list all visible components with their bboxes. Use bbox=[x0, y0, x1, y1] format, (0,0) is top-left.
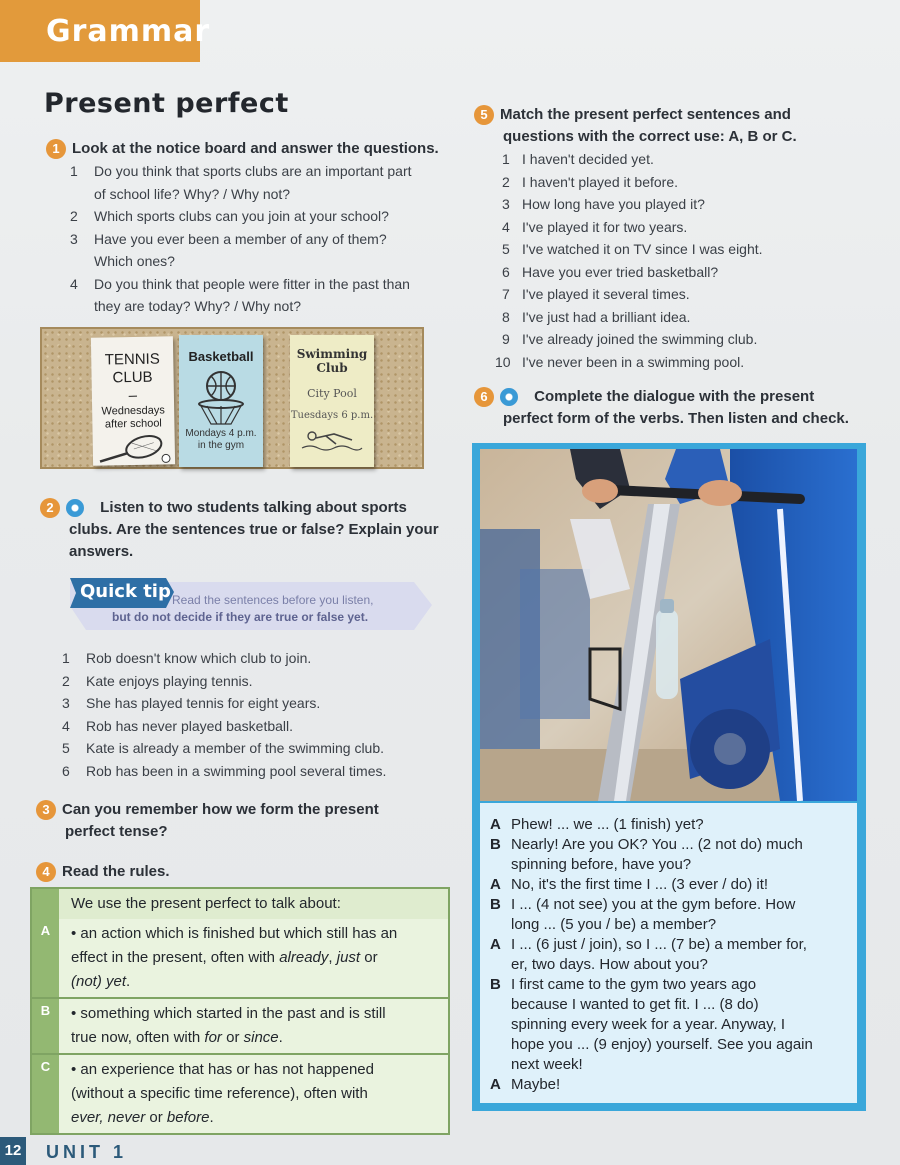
rule-c-row bbox=[32, 1053, 448, 1133]
swimming-title-1: Swimming bbox=[296, 347, 368, 361]
ex5-sentences bbox=[494, 148, 874, 373]
list-item: 4 Do you think that people were fitter in the past than they are today? Why? / Why not? bbox=[70, 275, 410, 314]
list-item: 8 I've just had a brilliant idea. bbox=[502, 308, 691, 325]
list-item: 3 Have you ever been a member of any of them? Which ones? bbox=[70, 230, 387, 269]
ex2-heading: 2 Listen to two students talking about sports clubs. Are the sentences true or false? Explain your answers. bbox=[40, 497, 450, 563]
swimming-notice bbox=[290, 335, 374, 467]
ex6-number: 6 bbox=[474, 387, 494, 407]
tennis-title-2: CLUB bbox=[112, 368, 153, 387]
list-item: 2 Which sports clubs can you join at your school? bbox=[70, 208, 389, 224]
dialogue-line: B Nearly! Are you OK? You ... (2 not do) much spinning before, have you? bbox=[490, 836, 803, 873]
ex1-questions bbox=[66, 160, 456, 318]
ex3-number: 3 bbox=[36, 800, 56, 820]
dialogue-line: A No, it's the first time I ... (3 ever / do) it! bbox=[490, 876, 769, 893]
rule-a-row bbox=[32, 919, 448, 997]
list-item: 1 Rob doesn't know which club to join. bbox=[62, 650, 312, 666]
list-item: 6 Have you ever tried basketball? bbox=[502, 263, 719, 280]
dialogue-line: A Maybe! bbox=[490, 1076, 561, 1093]
basketball-place: in the gym bbox=[197, 440, 245, 451]
quick-tip-line-2: but do not decide if they are true or false yet. bbox=[112, 610, 369, 624]
grammar-tab bbox=[0, 0, 211, 62]
ex4-heading: 4 Read the rules. bbox=[36, 861, 170, 883]
tennis-day: Wednesdays bbox=[101, 404, 165, 418]
notice-board bbox=[40, 327, 424, 469]
spinning-bike-photo bbox=[480, 449, 857, 801]
list-item: 1 Do you think that sports clubs are an important part of school life? Why? / Why not? bbox=[70, 163, 412, 202]
rule-c-label: C bbox=[32, 1055, 59, 1133]
gym-photo bbox=[480, 449, 857, 801]
list-item: 10 I've never been in a swimming pool. bbox=[495, 353, 745, 370]
tennis-racket-icon bbox=[94, 432, 175, 467]
dialogue-line: A I ... (6 just / join), so I ... (7 be) a member for, er, two days. How about you? bbox=[490, 936, 807, 973]
rule-b-text: • something which started in the past and is still true now, often with for or since. bbox=[59, 999, 448, 1053]
ex4-number: 4 bbox=[36, 862, 56, 882]
swimming-time: Tuesdays 6 p.m. bbox=[290, 410, 374, 421]
list-item: 4 Rob has never played basketball. bbox=[62, 717, 294, 734]
basketball-notice bbox=[179, 335, 263, 467]
ex1-instruction: Look at the notice board and answer the questions. bbox=[72, 140, 439, 157]
list-item: 9 I've already joined the swimming club. bbox=[502, 331, 758, 347]
tennis-time: after school bbox=[104, 417, 162, 431]
swimming-title-2: Club bbox=[316, 361, 348, 375]
quick-tip bbox=[70, 578, 434, 632]
page-number: 12 bbox=[0, 1137, 26, 1165]
audio-cd-icon[interactable] bbox=[66, 499, 84, 517]
ex6-heading: 6 Complete the dialogue with the present perfect form of the verbs. Then listen and check. bbox=[474, 386, 884, 430]
dialogue-panel bbox=[472, 443, 866, 1111]
list-item: 6 Rob has been in a swimming pool several times. bbox=[62, 762, 387, 779]
tennis-notice bbox=[91, 336, 175, 465]
list-item: 3 She has played tennis for eight years. bbox=[62, 695, 321, 711]
rule-c-text: • an experience that has or has not happened (without a specific time reference), often with ever, never or before. bbox=[59, 1055, 448, 1133]
basketball-hoop-icon bbox=[191, 366, 251, 428]
tennis-dash: – bbox=[128, 386, 138, 405]
swimming-place: City Pool bbox=[307, 387, 357, 400]
list-item: 5 I've watched it on TV since I was eight. bbox=[502, 241, 763, 257]
ex1-number: 1 bbox=[46, 139, 66, 159]
ex2-number: 2 bbox=[40, 498, 60, 518]
dialogue-line: A Phew! ... we ... (1 finish) yet? bbox=[490, 816, 704, 833]
rules-intro: We use the present perfect to talk about: bbox=[71, 895, 341, 912]
dialogue-line: B I ... (4 not see) you at the gym before. How long ... (5 you / be) a member? bbox=[490, 896, 796, 933]
basketball-title: Basketball bbox=[188, 349, 254, 364]
rule-b-row bbox=[32, 997, 448, 1053]
tennis-title-1: TENNIS bbox=[104, 350, 160, 369]
page-title: Present perfect bbox=[44, 88, 289, 119]
swimmer-icon bbox=[300, 426, 364, 452]
rule-a-text: • an action which is finished but which still has an effect in the present, often with already, just or (not) yet. bbox=[59, 919, 448, 997]
list-item: 7 I've played it several times. bbox=[502, 286, 690, 302]
rule-b-label: B bbox=[32, 999, 59, 1053]
quick-tip-label: Quick tip bbox=[80, 581, 171, 602]
ex2-sentences bbox=[58, 647, 458, 782]
ex5-heading: 5 Match the present perfect sentences and questions with the correct use: A, B or C. bbox=[474, 104, 884, 148]
audio-cd-icon[interactable] bbox=[500, 388, 518, 406]
list-item: 4 I've played it for two years. bbox=[502, 218, 688, 235]
ex1-heading bbox=[46, 138, 446, 160]
list-item: 3 How long have you played it? bbox=[502, 196, 705, 212]
quick-tip-line-1: Read the sentences before you listen, bbox=[172, 593, 374, 607]
list-item: 2 Kate enjoys playing tennis. bbox=[62, 672, 253, 689]
unit-label: UNIT 1 bbox=[46, 1142, 128, 1162]
basketball-day: Mondays 4 p.m. bbox=[185, 428, 257, 439]
dialogue-text bbox=[480, 803, 857, 1103]
grammar-tab-label: Grammar bbox=[46, 14, 211, 49]
list-item: 5 Kate is already a member of the swimming club. bbox=[62, 740, 385, 756]
list-item: 1 I haven't decided yet. bbox=[502, 151, 654, 167]
dialogue-line: B I first came to the gym two years ago because I wanted to get fit. I ... (8 do) spinning every week for a year. Anyway, I hope you ... (9 enjoy) yourself. See you again next week! bbox=[490, 976, 813, 1073]
rules-table bbox=[30, 887, 450, 1135]
ex3-heading: 3 Can you remember how we form the present perfect tense? bbox=[36, 799, 446, 843]
list-item: 2 I haven't played it before. bbox=[502, 173, 678, 190]
ex5-number: 5 bbox=[474, 105, 494, 125]
rules-intro-row bbox=[32, 889, 448, 919]
rule-a-label: A bbox=[32, 919, 59, 997]
